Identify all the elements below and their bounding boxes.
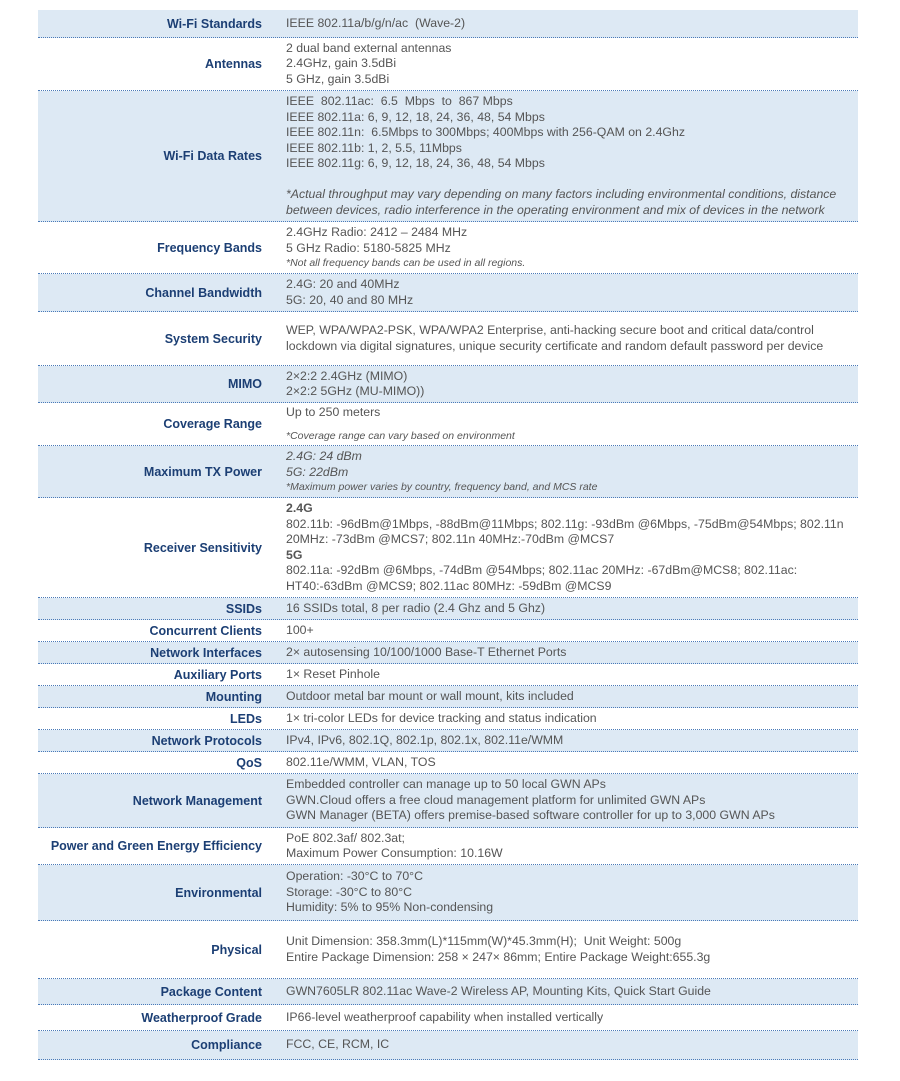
- spec-row-network-interfaces: [38, 642, 858, 664]
- spec-row-channel-bandwidth: [38, 274, 858, 312]
- spec-row-network-management: [38, 774, 858, 828]
- spec-value: [274, 38, 858, 90]
- spec-label: Channel Bandwidth: [145, 285, 262, 300]
- spec-row-package-content: [38, 979, 858, 1005]
- spec-value: [274, 366, 858, 402]
- spec-label: SSIDs: [225, 601, 262, 616]
- spec-row-power-and-green-energy-efficiency: [38, 828, 858, 865]
- spec-row-compliance: [38, 1031, 858, 1060]
- spec-value-line: 16 SSIDs total, 8 per radio (2.4 Ghz and 5 Ghz): [286, 600, 546, 615]
- spec-row-system-security: [38, 312, 858, 366]
- spec-row-concurrent-clients: [38, 620, 858, 642]
- spec-value-line: Embedded controller can manage up to 50 local GWN APs: [286, 777, 606, 792]
- spec-value-line: GWN.Cloud offers a free cloud management platform for unlimited GWN APs: [286, 792, 706, 807]
- spec-value: [274, 91, 858, 221]
- spec-row-physical: [38, 921, 858, 979]
- spec-value-line: 2.4G: 24 dBm: [286, 449, 362, 463]
- spec-value-line: IEEE 802.11b: 1, 2, 5.5, 11Mbps: [286, 140, 462, 155]
- spec-value: [274, 620, 858, 641]
- spec-value-line: Maximum Power Consumption: 10.16W: [286, 846, 503, 860]
- spec-value: [274, 730, 858, 751]
- spec-row-qos: [38, 752, 858, 774]
- spec-value: [274, 1005, 858, 1030]
- spec-value-line: Operation: -30°C to 70°C: [286, 869, 423, 884]
- spec-row-maximum-tx-power: [38, 446, 858, 498]
- spec-value: [274, 921, 858, 978]
- spec-row-mounting: [38, 686, 858, 708]
- spec-value: [274, 312, 858, 365]
- spec-row-leds: [38, 708, 858, 730]
- spec-row-weatherproof-grade: [38, 1005, 858, 1031]
- spec-value-line: 2.4G: 20 and 40MHz: [286, 277, 400, 291]
- spec-value: [274, 979, 858, 1004]
- spec-label: Power and Green Energy Efficiency: [50, 839, 262, 853]
- spec-label: Environmental: [175, 885, 262, 900]
- spec-row-wi-fi-data-rates: [38, 91, 858, 222]
- spec-table: [38, 10, 858, 1060]
- spec-value: [274, 10, 858, 37]
- spec-label: Network Interfaces: [150, 645, 262, 660]
- spec-value: [274, 686, 858, 707]
- spec-row-mimo: [38, 366, 858, 403]
- spec-value-line: 2.4GHz, gain 3.5dBi: [286, 56, 397, 71]
- spec-value-line: 5G: [286, 547, 303, 562]
- spec-row-coverage-range: [38, 403, 858, 446]
- footnote-line: *Coverage range can vary based on environment: [286, 430, 515, 442]
- spec-value: [274, 708, 858, 729]
- spec-label: Physical: [211, 942, 262, 957]
- spec-value-line: 802.11a: -92dBm @6Mbps, -74dBm @54Mbps; 802.11ac 20MHz: -67dBm@MCS8; 802.11ac: HT40:-63dBm @MCS9; 802.11ac 80MHz: -59dBm @MCS9: [286, 563, 801, 593]
- spec-label: Weatherproof Grade: [141, 1010, 262, 1025]
- spec-value-line: GWN7605LR 802.11ac Wave-2 Wireless AP, Mounting Kits, Quick Start Guide: [286, 983, 711, 998]
- spec-value-line: 5G: 22dBm: [286, 464, 349, 479]
- spec-label: Receiver Sensitivity: [143, 540, 262, 555]
- spec-value-line: WEP, WPA/WPA2-PSK, WPA/WPA2 Enterprise, anti-hacking secure boot and critical data/control lockdown via digital signatures, unique security certificate and random default password per device: [286, 323, 824, 353]
- spec-label: Package Content: [160, 984, 262, 999]
- spec-label: Network Management: [132, 793, 262, 808]
- spec-value: [274, 498, 858, 597]
- spec-value-line: 2×2:2 5GHz (MU-MIMO)): [286, 384, 425, 398]
- spec-row-auxiliary-ports: [38, 664, 858, 686]
- spec-value-line: 100+: [286, 622, 314, 637]
- spec-value: [274, 222, 858, 273]
- spec-value: [274, 446, 858, 497]
- spec-label: Compliance: [191, 1038, 262, 1052]
- spec-value-line: 2×2:2 2.4GHz (MIMO): [286, 368, 408, 383]
- spec-value-line: IEEE 802.11n: 6.5Mbps to 300Mbps; 400Mbps with 256-QAM on 2.4Ghz: [286, 125, 685, 139]
- spec-value: [274, 774, 858, 827]
- spec-value-line: FCC, CE, RCM, IC: [286, 1037, 390, 1052]
- spec-label: Auxiliary Ports: [173, 667, 262, 682]
- spec-row-ssids: [38, 598, 858, 620]
- spec-value: [274, 664, 858, 685]
- spec-label: Wi-Fi Data Rates: [163, 149, 262, 163]
- spec-value-line: Up to 250 meters: [286, 405, 381, 419]
- spec-value-line: 1× Reset Pinhole: [286, 666, 380, 681]
- spacer-line: [286, 421, 852, 430]
- footnote-line: *Not all frequency bands can be used in all regions.: [286, 257, 526, 269]
- spec-value: [274, 865, 858, 920]
- spec-row-network-protocols: [38, 730, 858, 752]
- spec-value: [274, 403, 858, 445]
- spec-label: QoS: [236, 755, 262, 770]
- spec-value-line: Storage: -30°C to 80°C: [286, 884, 413, 899]
- spec-label: Wi-Fi Standards: [166, 16, 262, 31]
- spec-row-receiver-sensitivity: [38, 498, 858, 598]
- spec-value-line: 1× tri-color LEDs for device tracking and status indication: [286, 710, 597, 725]
- spec-value-line: 5 GHz Radio: 5180-5825 MHz: [286, 240, 451, 255]
- spec-value-line: IEEE 802.11g: 6, 9, 12, 18, 24, 36, 48, 54 Mbps: [286, 156, 545, 170]
- spec-row-antennas: [38, 38, 858, 91]
- spec-value-line: IEEE 802.11ac: 6.5 Mbps to 867 Mbps: [286, 94, 513, 108]
- spec-label: MIMO: [227, 377, 262, 391]
- footnote-line: *Actual throughput may vary depending on many factors including environmental conditions, distance between devices, radio interference in the operating environment and mix of devices in the network: [286, 187, 840, 217]
- spec-value: [274, 274, 858, 311]
- spec-value-line: GWN Manager (BETA) offers premise-based software controller for up to 3,000 GWN APs: [286, 808, 775, 823]
- spec-value-line: 2 dual band external antennas: [286, 40, 452, 55]
- spec-value: [274, 642, 858, 663]
- spec-value-line: Entire Package Dimension: 258 × 247× 86mm; Entire Package Weight:655.3g: [286, 949, 711, 964]
- spacer-line: [286, 172, 852, 188]
- spec-value-line: PoE 802.3af/ 802.3at;: [286, 830, 405, 845]
- spec-value-line: Outdoor metal bar mount or wall mount, kits included: [286, 688, 574, 703]
- spec-label: Antennas: [205, 57, 262, 71]
- spec-label: Frequency Bands: [157, 240, 262, 255]
- spec-value-line: 5G: 20, 40 and 80 MHz: [286, 292, 414, 307]
- spec-value: [274, 828, 858, 864]
- spec-label: Mounting: [205, 689, 262, 704]
- footnote-line: *Maximum power varies by country, frequency band, and MCS rate: [286, 481, 598, 493]
- spec-value-line: 802.11b: -96dBm@1Mbps, -88dBm@11Mbps; 802.11g: -93dBm @6Mbps, -75dBm@54Mbps; 802.11n 20MHz: -73dBm @MCS7; 802.11n 40MHz:-70dBm @MCS7: [286, 516, 848, 546]
- spec-value-line: IEEE 802.11a: 6, 9, 12, 18, 24, 36, 48, 54 Mbps: [286, 109, 545, 124]
- spec-value-line: 5 GHz, gain 3.5dBi: [286, 71, 390, 86]
- spec-value-line: Unit Dimension: 358.3mm(L)*115mm(W)*45.3mm(H); Unit Weight: 500g: [286, 934, 682, 948]
- spec-row-environmental: [38, 865, 858, 921]
- spec-label: Coverage Range: [163, 417, 262, 431]
- spec-value-line: IPv4, IPv6, 802.1Q, 802.1p, 802.1x, 802.11e/WMM: [286, 732, 564, 747]
- spec-label: Concurrent Clients: [149, 623, 262, 638]
- spec-row-frequency-bands: [38, 222, 858, 274]
- spec-label: Network Protocols: [151, 733, 262, 748]
- spec-value-line: 2.4GHz Radio: 2412 – 2484 MHz: [286, 225, 468, 239]
- spec-value-line: 2.4G: [286, 501, 313, 515]
- spec-value: [274, 752, 858, 773]
- spec-value: [274, 598, 858, 619]
- spec-label: System Security: [164, 331, 262, 346]
- spec-row-wi-fi-standards: [38, 10, 858, 38]
- spec-value-line: IP66-level weatherproof capability when installed vertically: [286, 1009, 604, 1024]
- spec-value-line: IEEE 802.11a/b/g/n/ac (Wave-2): [286, 15, 466, 30]
- spec-value-line: Humidity: 5% to 95% Non-condensing: [286, 900, 494, 915]
- spec-value: [274, 1031, 858, 1059]
- spec-value-line: 802.11e/WMM, VLAN, TOS: [286, 754, 436, 769]
- spec-value-line: 2× autosensing 10/100/1000 Base-T Ethernet Ports: [286, 644, 567, 659]
- spec-label: LEDs: [230, 711, 262, 726]
- spec-label: Maximum TX Power: [143, 464, 262, 479]
